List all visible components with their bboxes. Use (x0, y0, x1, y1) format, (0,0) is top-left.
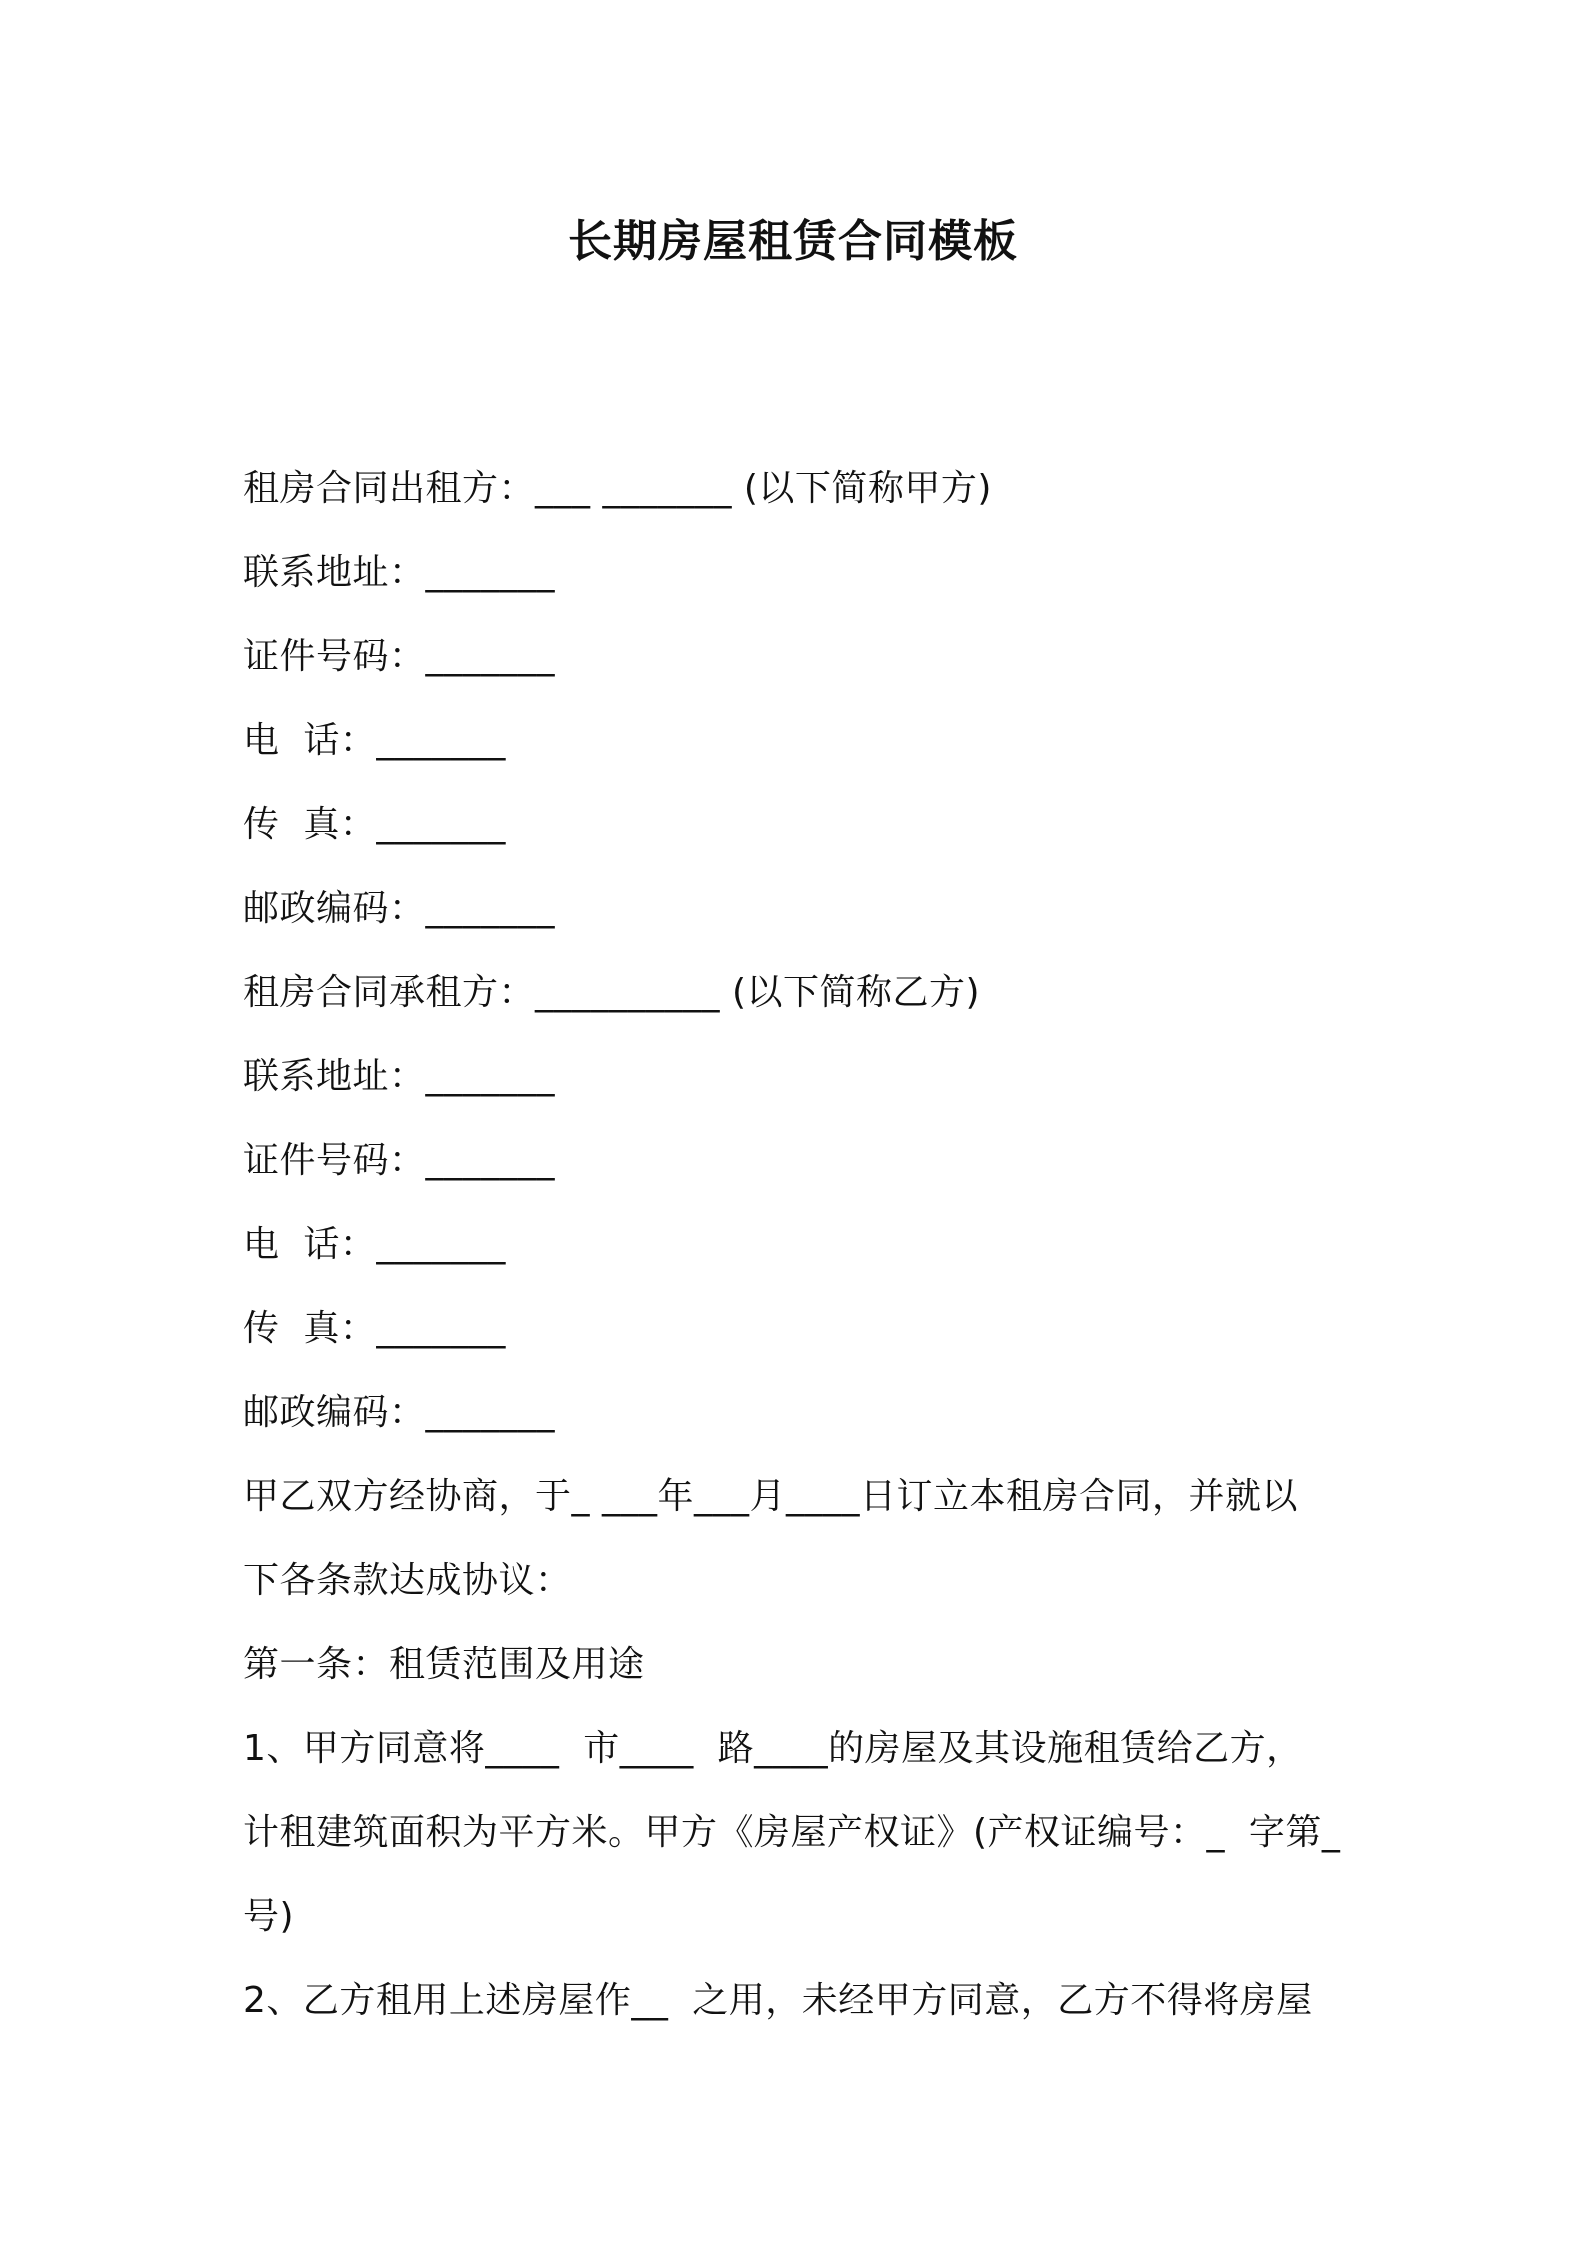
lessee-address-line: 联系地址：_______ (243, 1056, 556, 1097)
lessee-line: 租房合同承租方：__________ (以下简称乙方) (243, 972, 981, 1013)
clause-1-line: 1、甲方同意将____ 市____ 路____的房屋及其设施租赁给乙方， (243, 1728, 1303, 1769)
document-title: 长期房屋租赁合同模板 (568, 216, 1018, 267)
clause-1-line-end: 号) (243, 1896, 295, 1937)
contract-body (243, 447, 1363, 2043)
lessor-id-line: 证件号码：_______ (243, 636, 556, 677)
lessee-id-line: 证件号码：_______ (243, 1140, 556, 1181)
agreement-intro-line-cont: 下各条款达成协议： (243, 1560, 572, 1601)
lessor-postcode-line: 邮政编码：_______ (243, 888, 556, 929)
lessor-address-line: 联系地址：_______ (243, 552, 556, 593)
clause-2-line: 2、乙方租用上述房屋作__ 之用，未经甲方同意，乙方不得将房屋 (243, 1980, 1313, 2021)
lessee-phone-line: 电 话：_______ (243, 1224, 506, 1265)
lessee-postcode-line: 邮政编码：_______ (243, 1392, 556, 1433)
lessee-fax-line: 传 真：_______ (243, 1308, 506, 1349)
lessor-phone-line: 电 话：_______ (243, 720, 506, 761)
lessor-line: 租房合同出租方：___ _______ (以下简称甲方) (243, 468, 992, 509)
clause-1-line-cont: 计租建筑面积为平方米。甲方《房屋产权证》(产权证编号：_ 字第_ (243, 1812, 1341, 1853)
article-one-heading: 第一条：租赁范围及用途 (243, 1644, 645, 1685)
agreement-intro-line: 甲乙双方经协商，于_ ___年___月____日订立本租房合同，并就以 (243, 1476, 1298, 1517)
lessor-fax-line: 传 真：_______ (243, 804, 506, 845)
